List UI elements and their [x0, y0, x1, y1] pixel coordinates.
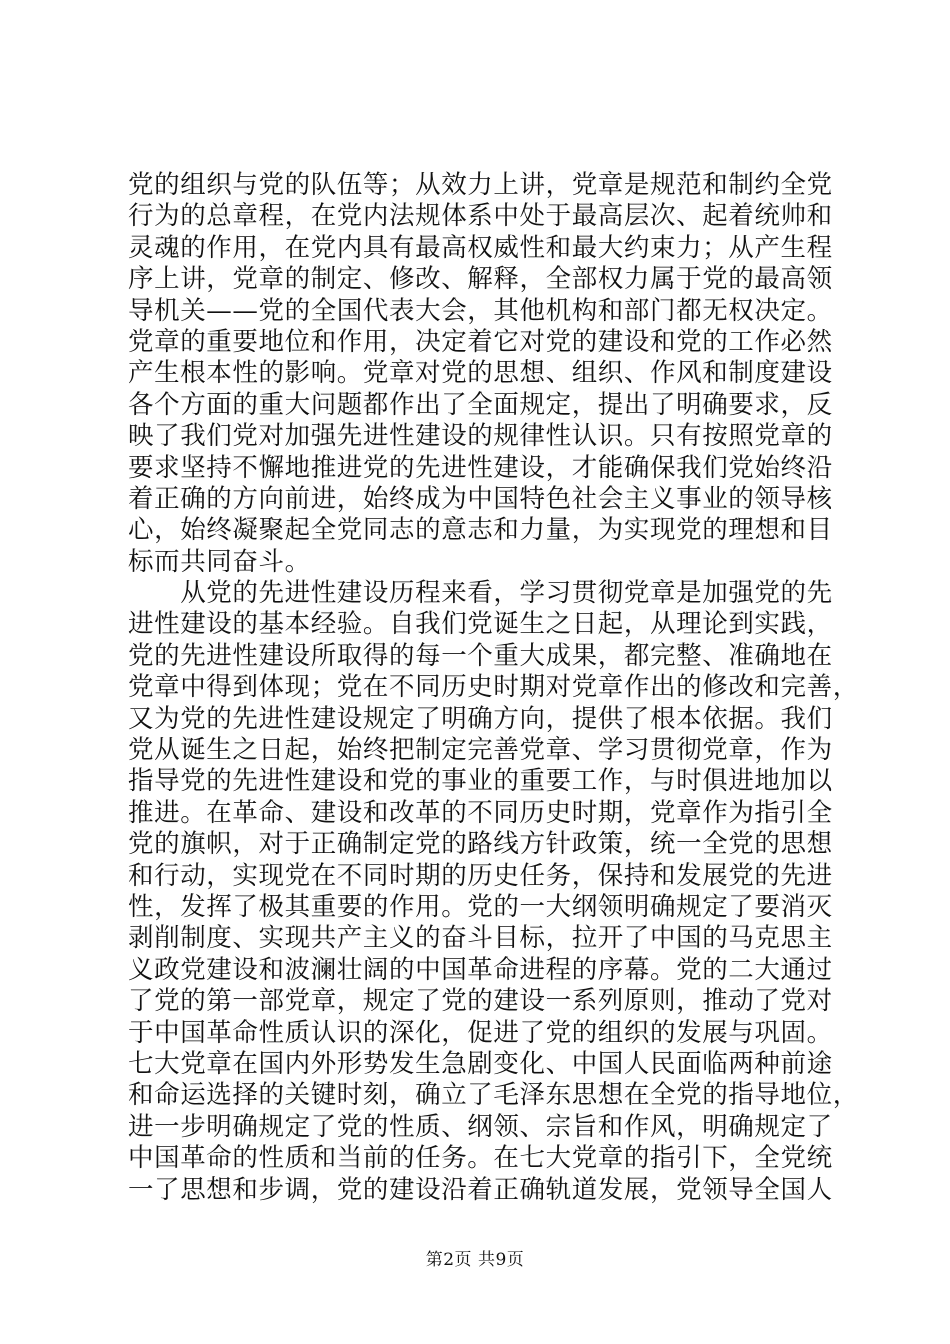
text-line: 中国革命的性质和当前的任务。在七大党章的指引下，全党统 — [128, 1143, 833, 1174]
text-line: 了党的第一部党章，规定了党的建设一系列原则，推动了党对 — [128, 986, 833, 1017]
text-line: 着正确的方向前进，始终成为中国特色社会主义事业的领导核 — [128, 483, 833, 514]
text-line: 指导党的先进性建设和党的事业的重要工作，与时俱进地加以 — [128, 766, 833, 797]
document-body — [128, 170, 859, 1206]
text-line: 从党的先进性建设历程来看，学习贯彻党章是加强党的先 — [128, 578, 833, 609]
page-footer: 第2页 共9页 — [425, 1250, 525, 1270]
text-line: 党的旗帜，对于正确制定党的路线方针政策，统一全党的思想 — [128, 829, 833, 860]
text-line: 行为的总章程，在党内法规体系中处于最高层次、起着统帅和 — [128, 201, 833, 232]
text-line: 和命运选择的关键时刻，确立了毛泽东思想在全党的指导地位， — [128, 1080, 859, 1111]
text-line: 映了我们党对加强先进性建设的规律性认识。只有按照党章的 — [128, 421, 833, 452]
text-line: 进性建设的基本经验。自我们党诞生之日起，从理论到实践， — [128, 609, 833, 640]
text-line: 于中国革命性质认识的深化，促进了党的组织的发展与巩固。 — [128, 1017, 833, 1048]
text-line: 导机关——党的全国代表大会，其他机构和部门都无权决定。 — [128, 295, 833, 326]
text-line: 党的组织与党的队伍等；从效力上讲，党章是规范和制约全党 — [128, 170, 833, 200]
text-line: 党的先进性建设所取得的每一个重大成果，都完整、准确地在 — [128, 640, 833, 671]
text-line: 标而共同奋斗。 — [128, 546, 311, 577]
text-line: 义政党建设和波澜壮阔的中国革命进程的序幕。党的二大通过 — [128, 954, 833, 985]
text-line: 产生根本性的影响。党章对党的思想、组织、作风和制度建设 — [128, 358, 833, 389]
text-line: 一了思想和步调，党的建设沿着正确轨道发展，党领导全国人 — [128, 1174, 833, 1205]
text-line: 剥削制度、实现共产主义的奋斗目标，拉开了中国的马克思主 — [128, 923, 833, 954]
text-line: 党章中得到体现；党在不同历史时期对党章作出的修改和完善， — [128, 672, 859, 703]
text-line: 进一步明确规定了党的性质、纲领、宗旨和作风，明确规定了 — [128, 1111, 833, 1142]
text-line: 党从诞生之日起，始终把制定完善党章、学习贯彻党章，作为 — [128, 735, 833, 766]
text-line: 各个方面的重大问题都作出了全面规定，提出了明确要求，反 — [128, 389, 833, 420]
text-line: 心，始终凝聚起全党同志的意志和力量，为实现党的理想和目 — [128, 515, 833, 546]
text-line: 七大党章在国内外形势发生急剧变化、中国人民面临两种前途 — [128, 1048, 833, 1079]
text-line: 和行动，实现党在不同时期的历史任务，保持和发展党的先进 — [128, 860, 833, 891]
text-line: 又为党的先进性建设规定了明确方向，提供了根本依据。我们 — [128, 703, 833, 734]
text-line: 党章的重要地位和作用，决定着它对党的建设和党的工作必然 — [128, 326, 833, 357]
text-line: 灵魂的作用，在党内具有最高权威性和最大约束力；从产生程 — [128, 232, 833, 263]
text-line: 序上讲，党章的制定、修改、解释，全部权力属于党的最高领 — [128, 264, 833, 295]
text-line: 推进。在革命、建设和改革的不同历史时期，党章作为指引全 — [128, 797, 833, 828]
text-line: 要求坚持不懈地推进党的先进性建设，才能确保我们党始终沿 — [128, 452, 833, 483]
text-line: 性，发挥了极其重要的作用。党的一大纲领明确规定了要消灭 — [128, 891, 833, 922]
